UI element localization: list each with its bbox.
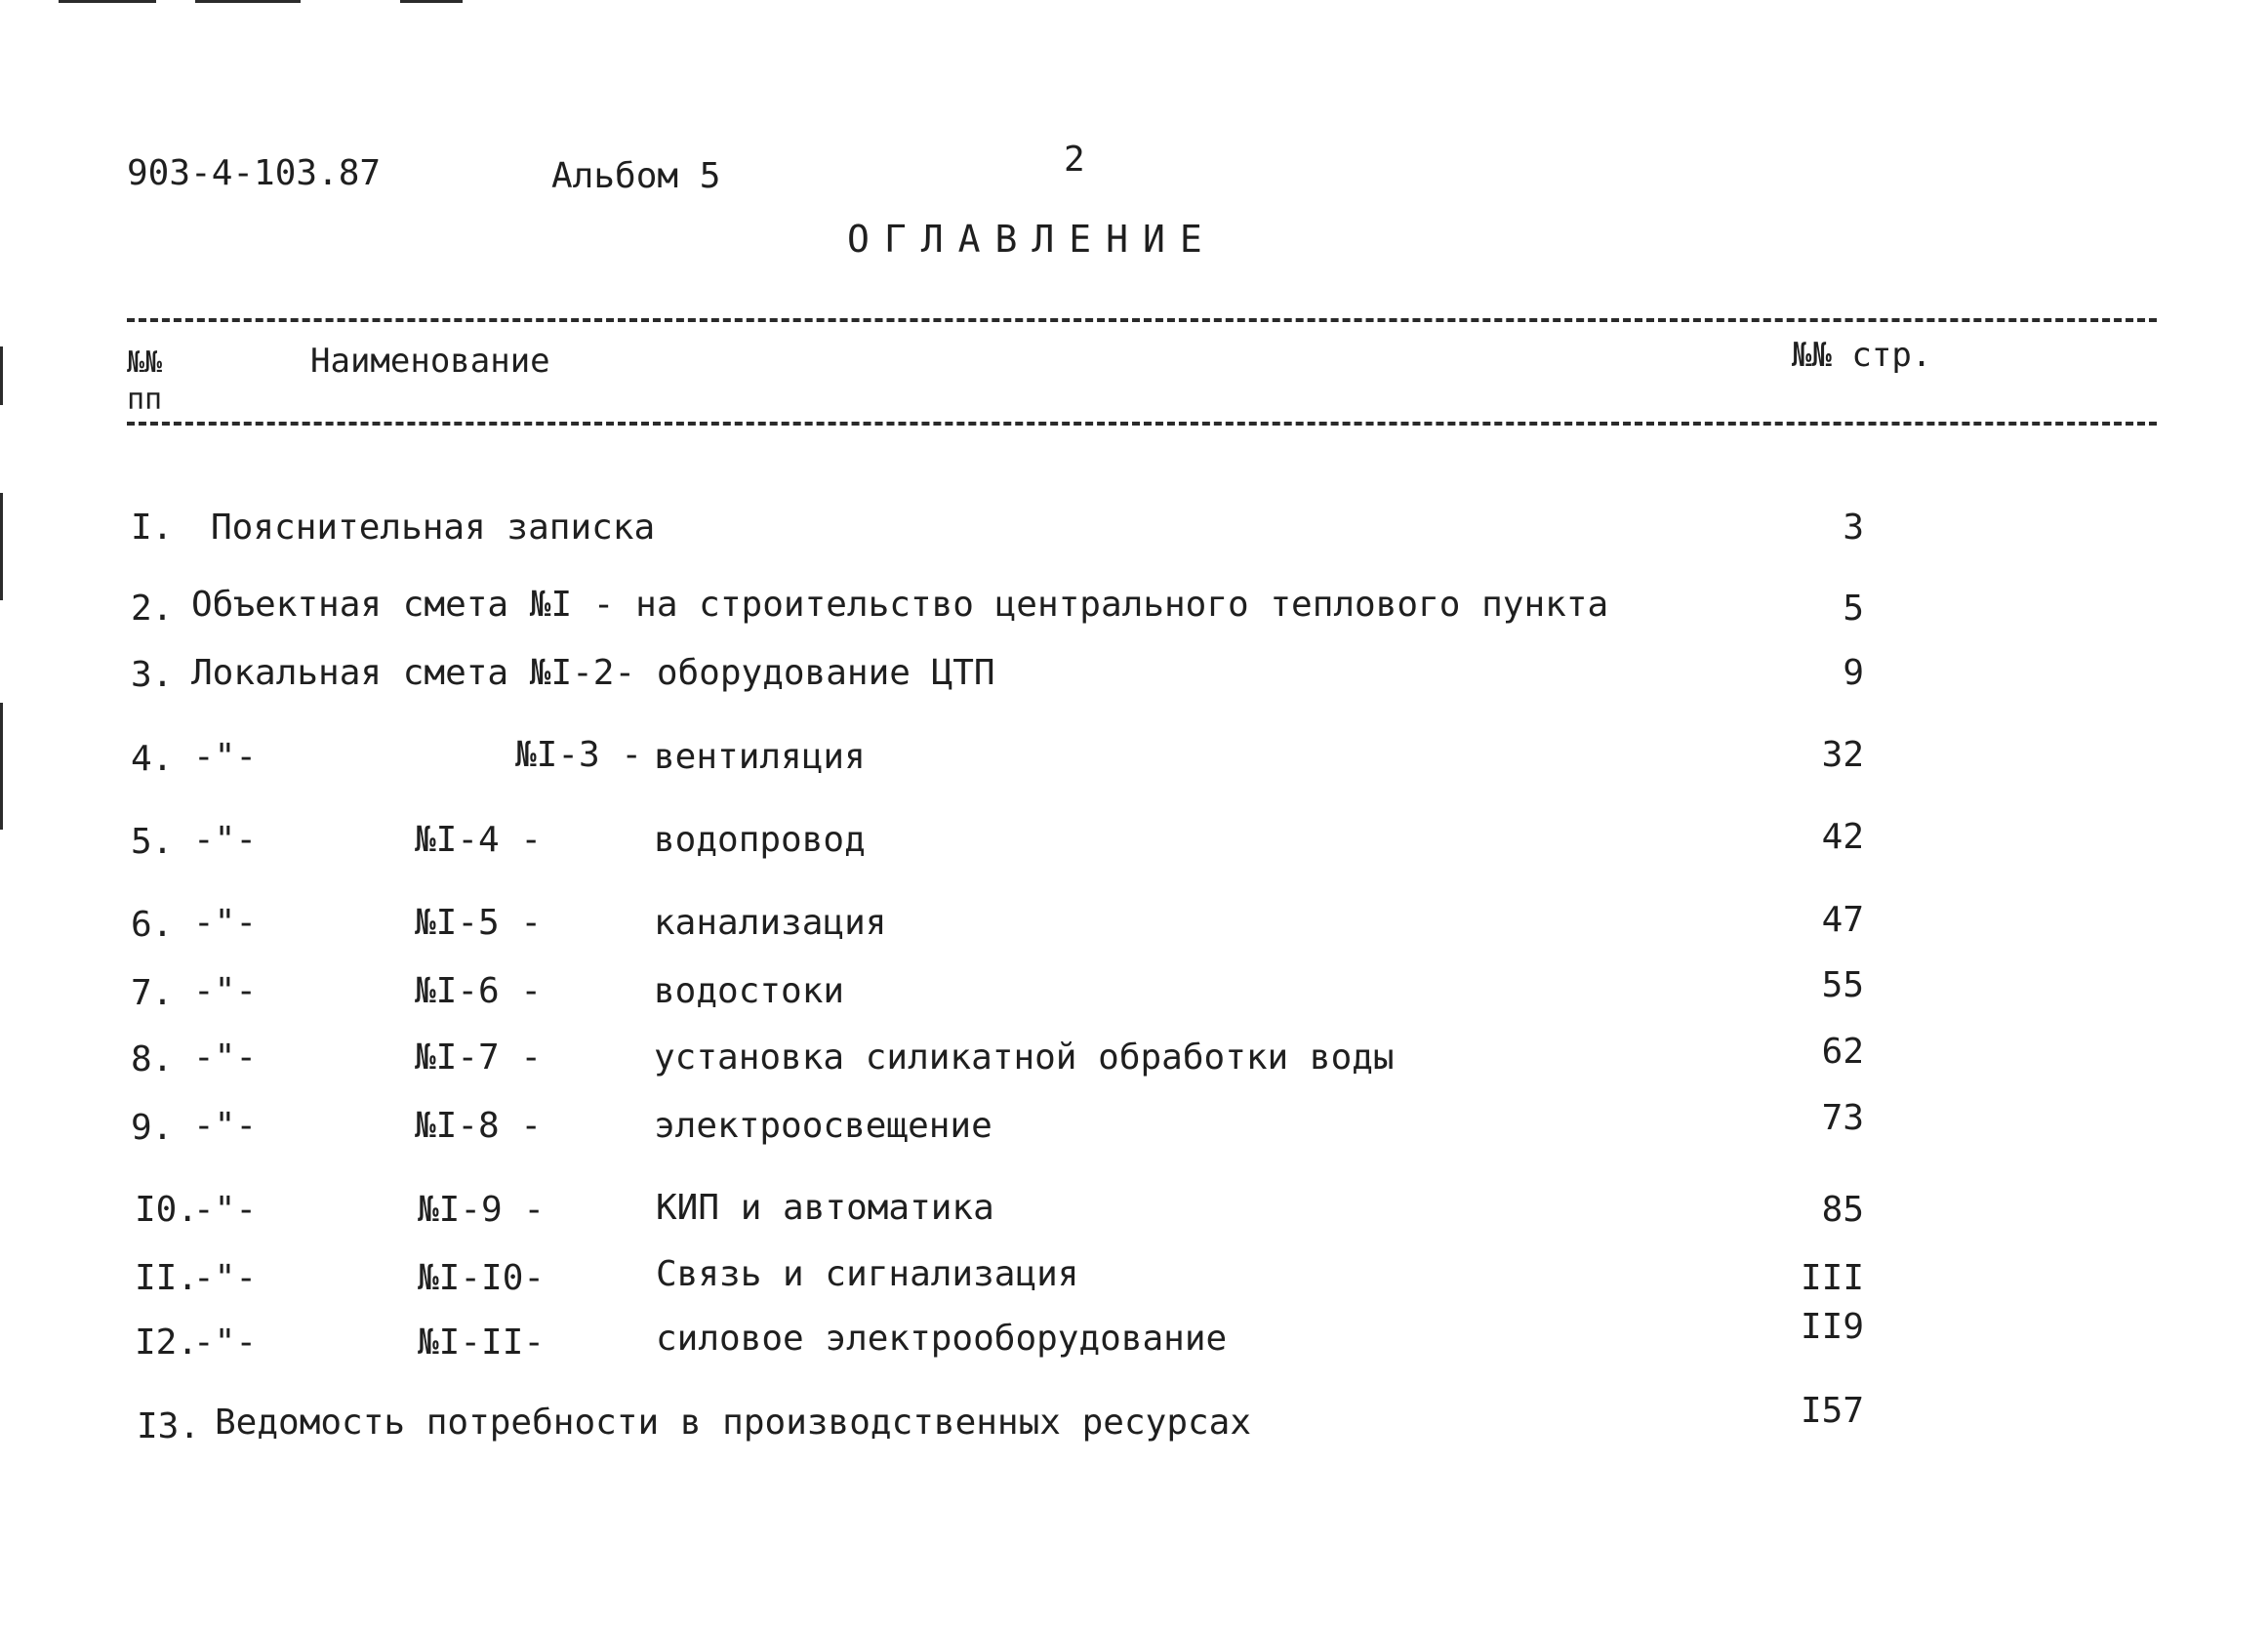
column-header-number	[127, 345, 162, 419]
entry-page: I57	[1800, 1391, 1864, 1431]
entry-number: 8.	[131, 1039, 174, 1079]
entry-title: силовое электрооборудование	[656, 1319, 1228, 1359]
entry-title: водостоки	[654, 971, 845, 1011]
entry-page: 73	[1821, 1098, 1864, 1138]
entry-page: 85	[1821, 1190, 1864, 1230]
entry-page: 32	[1821, 735, 1864, 775]
dashed-rule-bottom	[127, 422, 2157, 426]
scan-artifact	[0, 493, 3, 600]
entry-number: 4.	[131, 739, 174, 779]
entry-code: №I-II-	[418, 1323, 546, 1363]
album-label: Альбом 5	[551, 156, 721, 196]
entry-ditto: -"-	[193, 1106, 258, 1146]
column-header-name: Наименование	[310, 342, 550, 381]
entry-ditto: -"-	[193, 1190, 258, 1230]
entry-page: 47	[1821, 900, 1864, 940]
entry-code: №I-7 -	[415, 1038, 543, 1078]
scan-artifact	[195, 0, 301, 3]
scan-artifact	[400, 0, 463, 3]
entry-number: I2.	[135, 1323, 199, 1363]
entry-number: 7.	[131, 973, 174, 1013]
dashed-rule-top	[127, 318, 2157, 322]
entry-title: электроосвещение	[654, 1106, 992, 1146]
entry-title: КИП и автоматика	[656, 1188, 994, 1228]
column-header-number-line2: пп	[127, 383, 163, 417]
entry-number: 6.	[131, 905, 174, 945]
entry-title: водопровод	[654, 820, 866, 860]
entry-number: I.	[131, 508, 174, 548]
entry-page: 9	[1843, 653, 1864, 693]
entry-title: Ведомость потребности в производственных ресурсах	[215, 1403, 1252, 1443]
entry-title: установка силикатной обработки воды	[654, 1038, 1395, 1078]
entry-title: Связь и сигнализация	[656, 1254, 1079, 1294]
scan-artifact	[0, 346, 3, 405]
scan-artifact	[59, 0, 156, 3]
entry-code: №I-6 -	[415, 971, 543, 1011]
column-header-number-line1: №№	[127, 346, 163, 380]
entry-code: №I-9 -	[418, 1190, 546, 1230]
entry-number: 9.	[131, 1108, 174, 1148]
entry-page: 3	[1843, 508, 1864, 548]
entry-code: №I-4 -	[415, 820, 543, 860]
entry-ditto: -"-	[193, 820, 258, 860]
entry-title: Объектная смета №I - на строительство центрального теплового пункта	[191, 585, 1609, 625]
entry-number: 2.	[131, 589, 174, 629]
entry-ditto: -"-	[193, 1258, 258, 1298]
entry-title: канализация	[654, 903, 887, 943]
page-number: 2	[1064, 140, 1085, 180]
entry-number: 3.	[131, 655, 174, 695]
entry-code: №I-5 -	[415, 903, 543, 943]
column-header-pages: №№ стр.	[1792, 336, 1932, 375]
entry-ditto: -"-	[193, 1038, 258, 1078]
entry-page: II9	[1800, 1307, 1864, 1347]
entry-number: II.	[135, 1258, 199, 1298]
entry-code: №I-8 -	[415, 1106, 543, 1146]
entry-page: 62	[1821, 1032, 1864, 1072]
entry-title: Локальная смета №I-2- оборудование ЦТП	[191, 653, 995, 693]
scan-artifact	[0, 703, 3, 830]
entry-ditto: -"-	[193, 1323, 258, 1363]
entry-page: 42	[1821, 817, 1864, 857]
entry-ditto: -"-	[193, 737, 258, 777]
entry-code: №I-I0-	[418, 1258, 546, 1298]
entry-number: I3.	[137, 1406, 201, 1446]
entry-title: вентиляция	[654, 737, 866, 777]
entry-page: 55	[1821, 965, 1864, 1005]
entry-ditto: -"-	[193, 903, 258, 943]
entry-page: 5	[1843, 589, 1864, 629]
entry-code: №I-3 -	[515, 735, 643, 775]
entry-ditto: -"-	[193, 971, 258, 1011]
entry-number: I0.	[135, 1190, 199, 1230]
page-title: ОГЛАВЛЕНИЕ	[847, 218, 1217, 261]
entry-title: Пояснительная записка	[211, 508, 656, 548]
document-code: 903-4-103.87	[127, 153, 382, 193]
entry-page: III	[1800, 1258, 1864, 1298]
entry-number: 5.	[131, 822, 174, 862]
